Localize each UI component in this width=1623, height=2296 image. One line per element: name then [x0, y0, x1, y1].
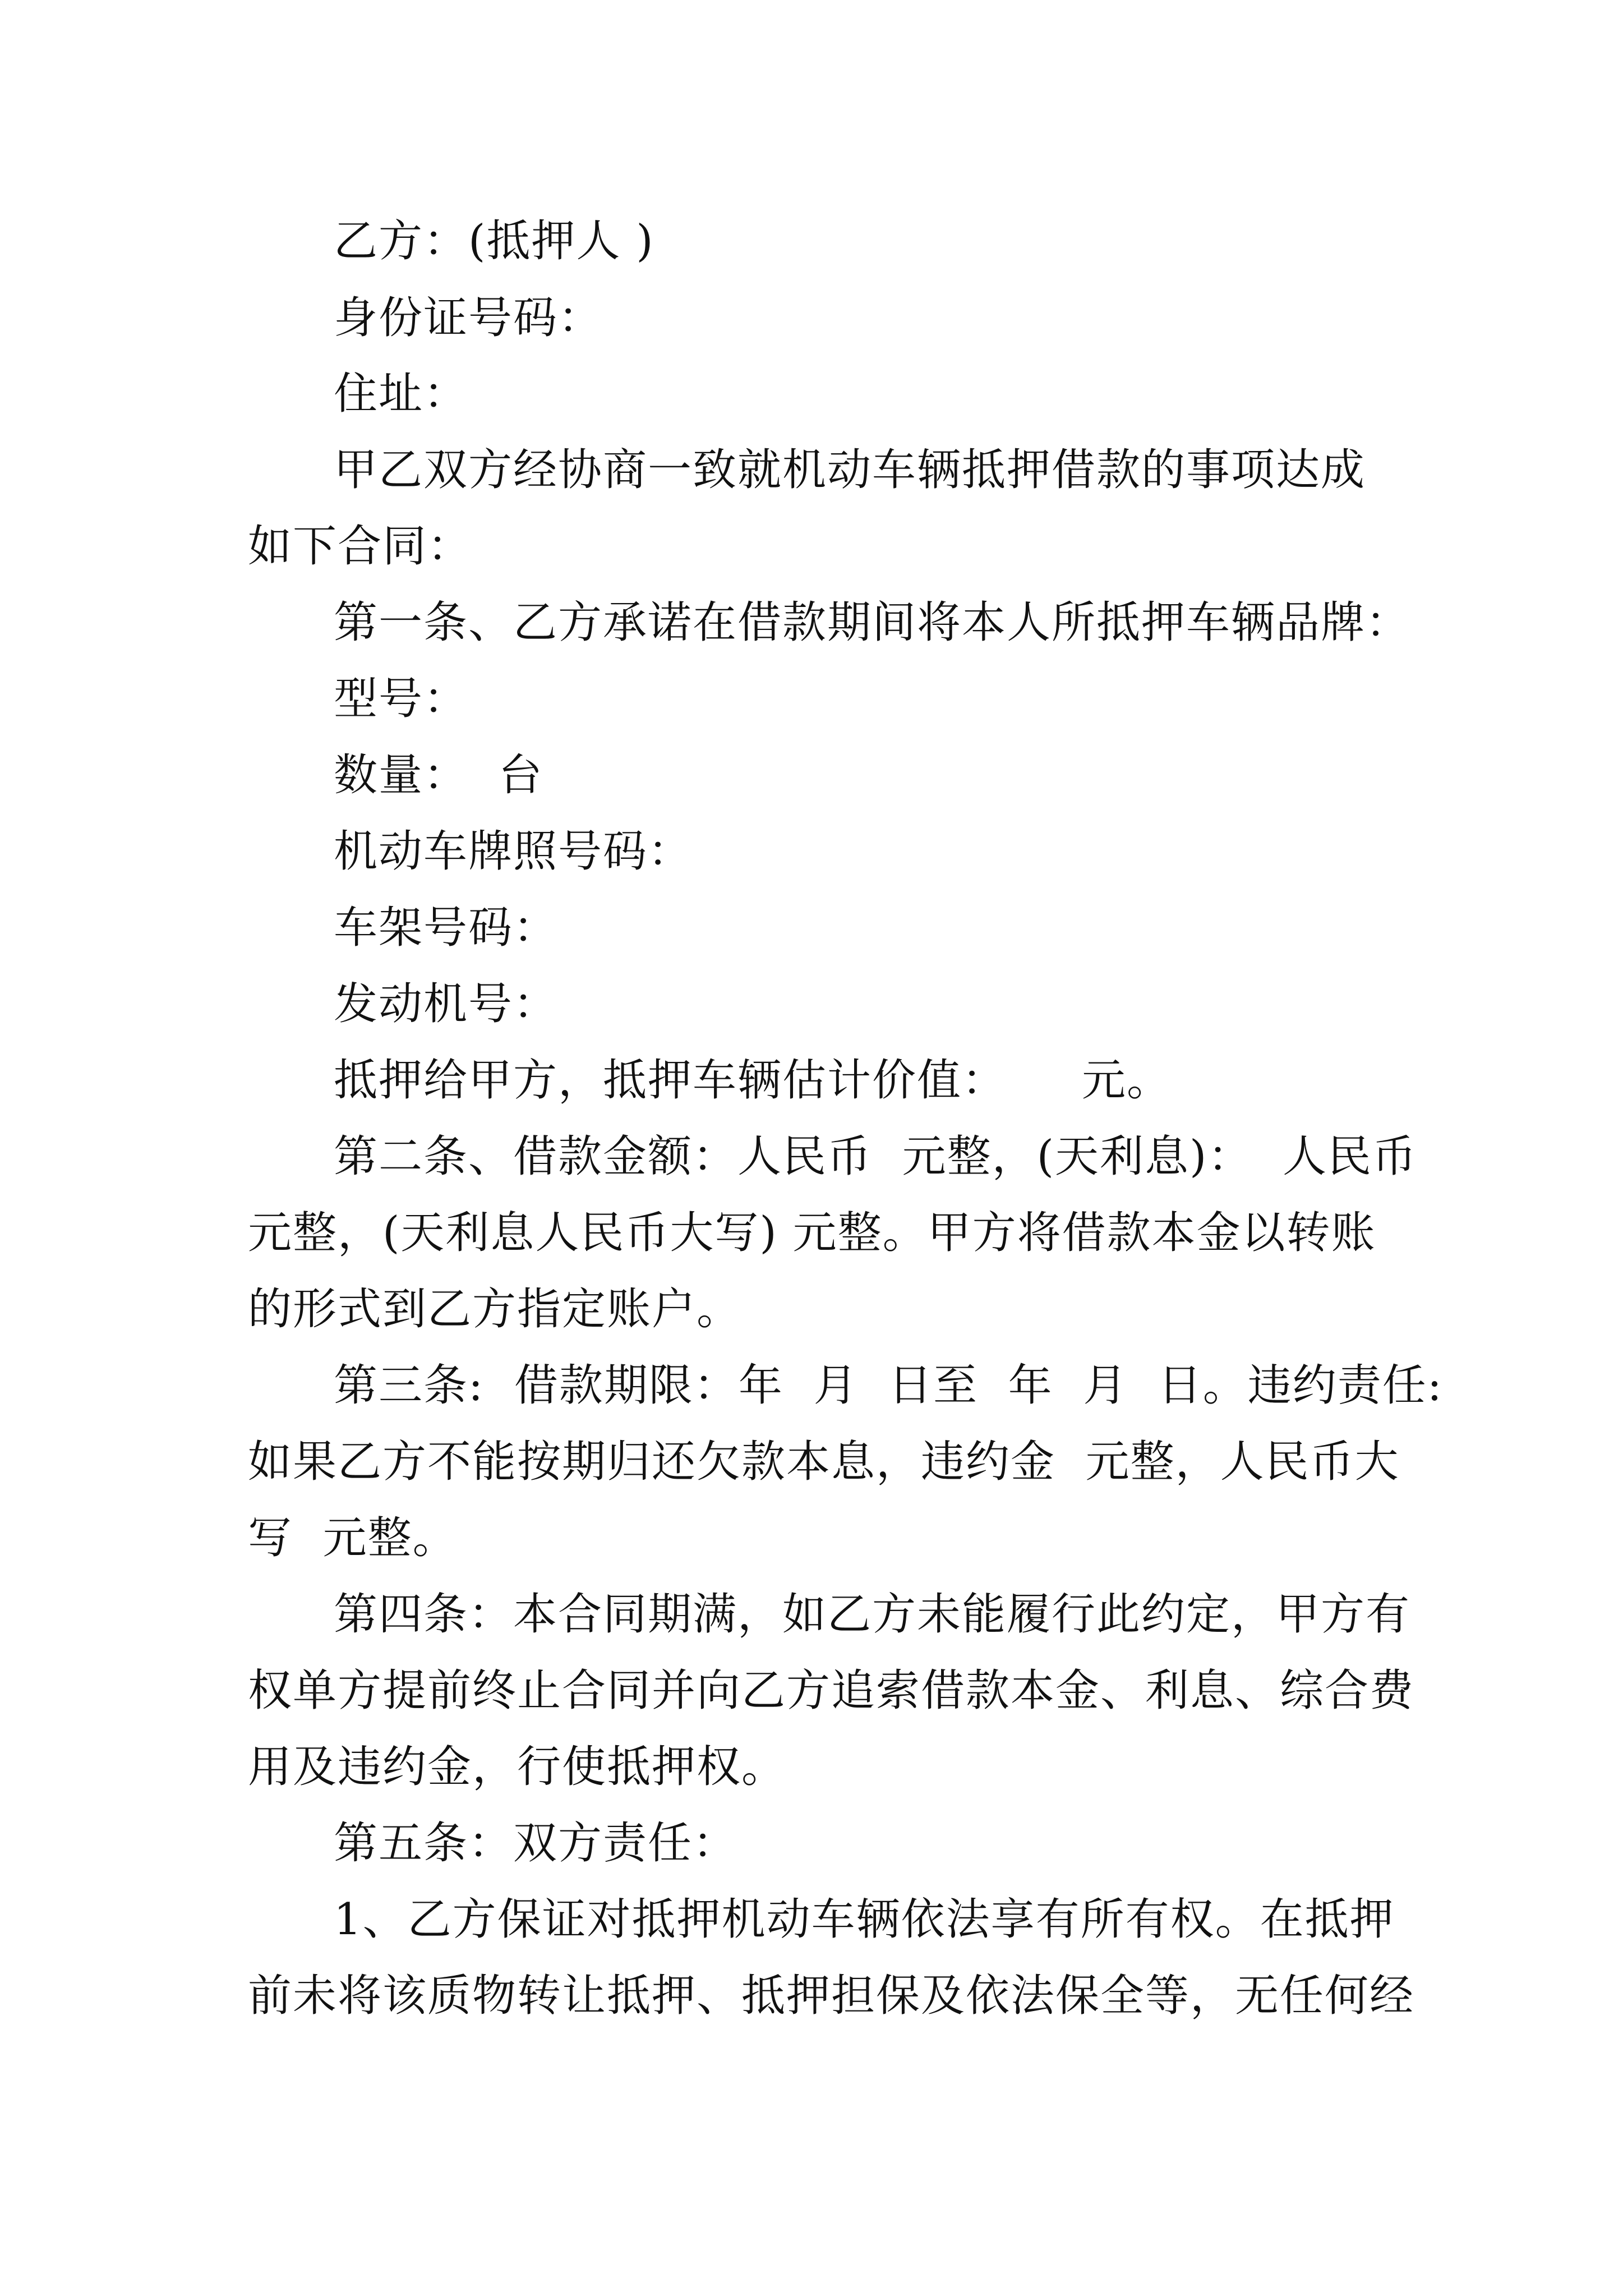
model-label: 型号：: [334, 674, 469, 724]
article-4-line-1: 第四条：本合同期满，如乙方未能履行此约定，甲方有: [334, 1589, 1411, 1640]
article-2-line-2: 元整，(天利息人民币大写) 元整。甲方将借款本金以转账: [248, 1208, 1376, 1258]
plate-number-label: 机动车牌照号码：: [334, 826, 693, 877]
article-1-line: 第一条、乙方承诺在借款期间将本人所抵押车辆品牌：: [334, 597, 1411, 648]
intro-paragraph-line-1: 甲乙双方经协商一致就机动车辆抵押借款的事项达成: [334, 445, 1366, 495]
article-3-line-2: 如果乙方不能按期归还欠款本息，违约金 元整，人民币大: [248, 1437, 1400, 1487]
estimated-value-line: 抵押给甲方，抵押车辆估计价值： 元。: [334, 1055, 1172, 1106]
article-2-line-3: 的形式到乙方指定账户。: [248, 1284, 742, 1335]
frame-number-label: 车架号码：: [334, 903, 559, 953]
id-number-label: 身份证号码：: [334, 293, 603, 343]
quantity-label: 数量： 台: [334, 750, 543, 800]
article-2-line-1: 第二条、借款金额：人民币 元整，(天利息)： 人民币: [334, 1131, 1418, 1182]
article-3-line-3: 写 元整。: [248, 1513, 458, 1563]
article-5-item-1-line-2: 前未将该质物转让抵押、抵押担保及依法保全等，无任何经: [248, 1971, 1415, 2021]
article-3-line-1: 第三条: 借款期限：年 月 日至 年 月 日。违约责任:: [334, 1360, 1444, 1411]
engine-number-label: 发动机号：: [334, 979, 559, 1029]
article-5-heading: 第五条：双方责任：: [334, 1818, 738, 1869]
article-5-item-1-line-1: 1、乙方保证对抵押机动车辆依法享有所有权。在抵押: [334, 1894, 1395, 1945]
address-label: 住址：: [334, 369, 469, 419]
intro-paragraph-line-2: 如下合同：: [248, 521, 473, 572]
article-4-line-3: 用及违约金，行使抵押权。: [248, 1742, 787, 1792]
article-4-line-2: 权单方提前终止合同并向乙方追索借款本金、利息、综合费: [248, 1665, 1415, 1716]
party-b-label: 乙方：(抵押人 ): [334, 216, 654, 266]
